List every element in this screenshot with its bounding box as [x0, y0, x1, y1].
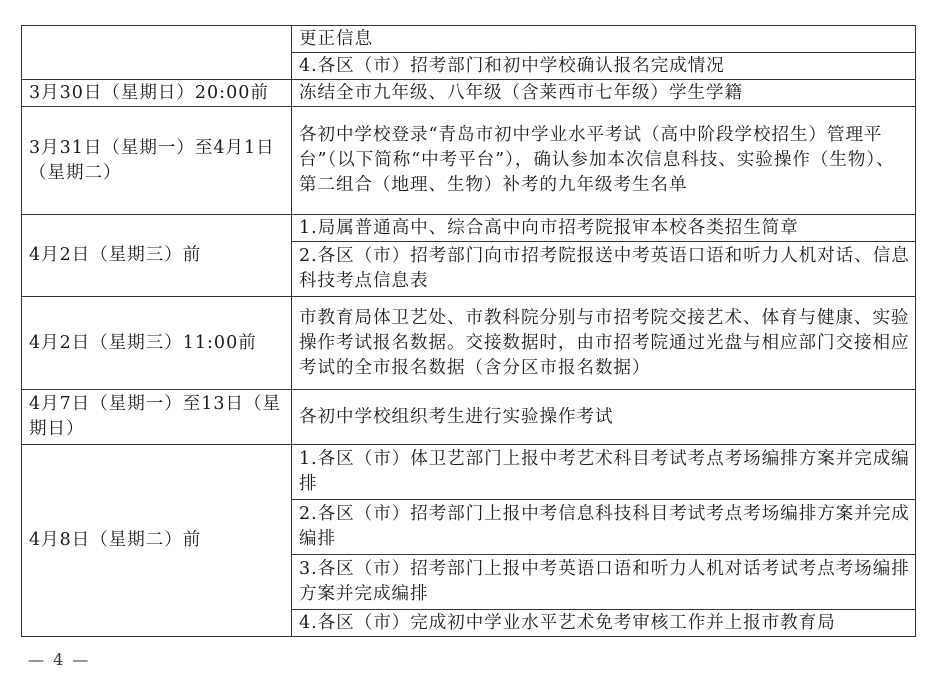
event-cell: 3.各区（市）招考部门上报中考英语口语和听力人机对话考试考点考场编排方案并完成编排 — [292, 555, 916, 610]
event-cell: 1.各区（市）体卫艺部门上报中考艺术科目考试考点考场编排方案并完成编排 — [292, 445, 916, 500]
table-row — [22, 26, 916, 53]
event-cell: 4.各区（市）招考部门和初中学校确认报名完成情况 — [292, 53, 916, 80]
event-cell: 2.各区（市）招考部门上报中考信息科技科目考试考点考场编排方案并完成编排 — [292, 500, 916, 555]
table-row — [22, 390, 916, 445]
date-cell: 4月7日（星期一）至13日（星期日） — [22, 390, 292, 445]
table-row — [22, 445, 916, 500]
table-row — [22, 107, 916, 215]
event-cell: 各初中学校登录“青岛市初中学业水平考试（高中阶段学校招生）管理平台”（以下简称“中考平台”），确认参加本次信息科技、实验操作（生物）、第二组合（地理、生物）补考的九年级考生名单 — [292, 107, 916, 215]
event-cell: 市教育局体卫艺处、市教科院分别与市招考院交接艺术、体育与健康、实验操作考试报名数据。交接数据时，由市招考院通过光盘与相应部门交接相应考试的全市报名数据（含分区市报名数据） — [292, 297, 916, 390]
schedule-table — [21, 25, 916, 637]
event-cell: 4.各区（市）完成初中学业水平艺术免考审核工作并上报市教育局 — [292, 610, 916, 637]
date-cell: 4月2日（星期三）11:00前 — [22, 297, 292, 390]
event-cell: 各初中学校组织考生进行实验操作考试 — [292, 390, 916, 445]
date-cell — [22, 26, 292, 80]
table-row — [22, 297, 916, 390]
date-cell: 3月31日（星期一）至4月1日（星期二） — [22, 107, 292, 215]
date-cell: 4月2日（星期三）前 — [22, 215, 292, 297]
page-number: — 4 — — [28, 650, 91, 669]
date-cell: 4月8日（星期二）前 — [22, 445, 292, 637]
event-cell: 冻结全市九年级、八年级（含莱西市七年级）学生学籍 — [292, 80, 916, 107]
event-cell: 2.各区（市）招考部门向市招考院报送中考英语口语和听力人机对话、信息科技考点信息表 — [292, 242, 916, 297]
event-cell: 更正信息 — [292, 26, 916, 53]
date-cell: 3月30日（星期日）20:00前 — [22, 80, 292, 107]
table-row — [22, 80, 916, 107]
table-row — [22, 215, 916, 242]
event-cell: 1.局属普通高中、综合高中向市招考院报审本校各类招生简章 — [292, 215, 916, 242]
